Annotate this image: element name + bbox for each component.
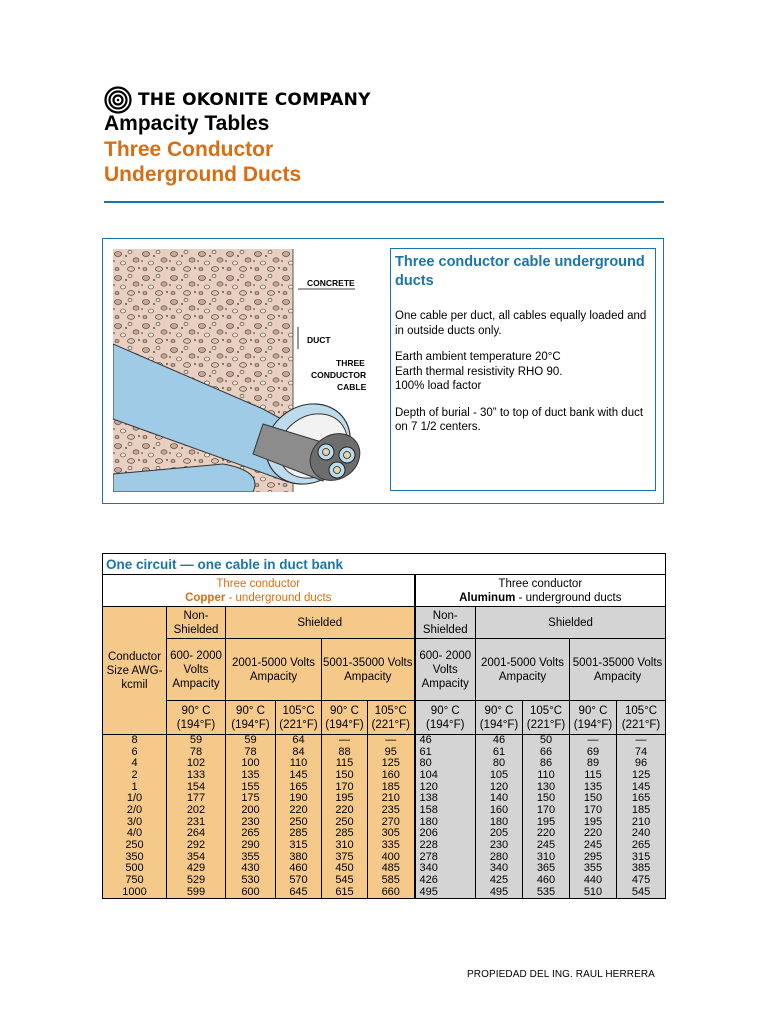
temp-f: (194°F) <box>573 718 613 731</box>
table-cell: 426 <box>419 873 438 886</box>
table-cell: 545 <box>631 885 651 898</box>
conductor-size-header: Conductor Size AWG- kcmil <box>103 607 167 735</box>
table-cell: 154 <box>186 780 206 793</box>
table-cell: 495 <box>489 885 509 898</box>
temp-c: 90° C <box>484 704 514 717</box>
table-cell: 78 <box>244 745 257 758</box>
table-cell: 145 <box>289 768 308 781</box>
table-cell: 190 <box>289 792 308 805</box>
table-cell: 80 <box>492 757 506 770</box>
cu-temp-col-3 <box>276 701 322 735</box>
col-al-3 <box>570 735 617 899</box>
table-cell: 265 <box>631 838 651 851</box>
al-temp-col-1 <box>415 701 476 735</box>
table-cell: 485 <box>381 862 400 875</box>
table-cell: 510 <box>583 885 603 898</box>
copper-group-header <box>103 575 415 607</box>
table-cell: 150 <box>583 792 603 805</box>
page-title: Ampacity Tables <box>104 112 270 135</box>
table-cell: 310 <box>536 850 556 863</box>
table-cell: 59 <box>189 734 203 746</box>
table-cell: 660 <box>381 885 400 898</box>
table-cell: 61 <box>419 745 432 758</box>
table-cell: 2/0 <box>126 803 143 816</box>
okonite-logo-icon <box>104 86 132 114</box>
table-cell: 88 <box>338 745 351 758</box>
table-cell: 285 <box>289 827 308 840</box>
table-cell: 250 <box>289 815 308 828</box>
table-cell: 570 <box>289 873 308 886</box>
table-cell: 210 <box>631 815 651 828</box>
table-cell: 500 <box>125 862 144 875</box>
table-cell: 220 <box>335 803 354 816</box>
ambient-temp: Earth ambient temperature 20°C <box>395 351 561 363</box>
table-cell: 105 <box>489 768 509 781</box>
table-cell: 228 <box>419 838 438 851</box>
temp-f: (194°F) <box>176 718 216 731</box>
table-cell: 4 <box>131 757 138 770</box>
aluminum-line-1: Three conductor <box>498 577 583 590</box>
temp-f: (194°F) <box>479 718 519 731</box>
data-block <box>103 735 666 899</box>
description-panel <box>390 248 656 491</box>
cu-temp-col-4 <box>322 701 368 735</box>
col-cu-0 <box>167 735 226 899</box>
table-cell: 475 <box>631 873 651 886</box>
thermal-resistivity: Earth thermal resistivity RHO 90. <box>395 365 563 378</box>
label-duct: DUCT <box>307 335 331 345</box>
table-cell: 295 <box>583 850 603 863</box>
temp-c: 90° C <box>236 704 265 717</box>
page-subtitle-2: Underground Ducts <box>104 163 302 186</box>
table-cell: 245 <box>583 838 603 851</box>
table-cell: 110 <box>537 768 555 781</box>
table-cell: 750 <box>125 873 144 886</box>
aluminum-group-header <box>415 575 666 607</box>
table-cell: 185 <box>381 780 400 793</box>
table-cell: 89 <box>586 757 600 770</box>
table-cell: 615 <box>335 885 354 898</box>
table-cell: 74 <box>634 745 648 758</box>
table-cell: 195 <box>583 815 603 828</box>
cu-600-2000-header: 600- 2000 Volts Ampacity <box>167 639 226 701</box>
table-cell: 138 <box>419 792 438 805</box>
copper-label: Copper <box>185 591 226 604</box>
aluminum-label: Aluminum <box>459 591 516 604</box>
table-cell: 315 <box>289 838 308 851</box>
panel-para-1: One cable per duct, all cables equally loaded and in outside ducts only. <box>395 310 647 337</box>
table-cell: 3/0 <box>126 815 143 828</box>
aluminum-line-2 <box>416 591 666 605</box>
table-cell: 100 <box>241 757 260 770</box>
al-temp-col-3 <box>523 701 570 735</box>
col-al-1 <box>476 735 523 899</box>
table-cell: 205 <box>489 827 509 840</box>
table-cell: 530 <box>241 873 260 886</box>
table-cell: 46 <box>492 734 506 746</box>
table-cell: 220 <box>289 803 308 816</box>
col-al-4 <box>617 735 666 899</box>
temp-f: (221°F) <box>371 718 410 731</box>
table-cell: 78 <box>189 745 203 758</box>
table-cell: 130 <box>536 780 556 793</box>
table-cell: 350 <box>125 850 144 863</box>
table-cell: 430 <box>241 862 260 875</box>
table-cell: 355 <box>241 850 260 863</box>
col-al-0 <box>415 735 476 899</box>
table-cell: 285 <box>335 827 354 840</box>
table-cell: 250 <box>125 838 144 851</box>
table-cell: 315 <box>631 850 651 863</box>
temp-c: 90° C <box>430 704 460 717</box>
table-cell: 69 <box>586 745 600 758</box>
table-cell: 375 <box>335 850 354 863</box>
table-cell: 96 <box>634 757 648 770</box>
aluminum-suffix: - underground ducts <box>515 591 622 604</box>
table-cell: 46 <box>419 734 432 746</box>
cu-temp-col-1 <box>167 701 226 735</box>
company-name: THE OKONITE COMPANY <box>138 90 371 110</box>
table-cell: 200 <box>241 803 260 816</box>
panel-para-2 <box>395 350 651 394</box>
table-cell: 102 <box>186 757 206 770</box>
table-cell: 460 <box>289 862 308 875</box>
table-cell: 165 <box>631 792 651 805</box>
table-cell: 230 <box>241 815 260 828</box>
al-2001-5000-header: 2001-5000 Volts Ampacity <box>476 639 570 701</box>
table-cell: 115 <box>584 768 602 781</box>
table-cell: 180 <box>489 815 509 828</box>
temp-c: 90° C <box>578 704 608 717</box>
label-concrete: CONCRETE <box>307 278 355 288</box>
col-size <box>103 735 167 899</box>
table-cell: 600 <box>241 885 260 898</box>
table-cell: 165 <box>289 780 308 793</box>
table-cell: 529 <box>186 873 206 886</box>
table-cell: 64 <box>292 734 305 746</box>
table-cell: 160 <box>381 768 400 781</box>
temp-c: 105°C <box>529 704 563 717</box>
table-cell: 335 <box>381 838 400 851</box>
cu-temp-col-2 <box>226 701 276 735</box>
table-cell: 180 <box>419 815 438 828</box>
cu-temp-col-5 <box>368 701 415 735</box>
table-cell: 150 <box>335 768 354 781</box>
table-cell: 104 <box>419 768 438 781</box>
table-cell: 340 <box>419 862 438 875</box>
table-cell: 599 <box>186 885 206 898</box>
temp-c: 105°C <box>282 704 315 717</box>
circuit-heading: One circuit — one cable in duct bank <box>103 554 666 575</box>
table-cell: 245 <box>536 838 556 851</box>
temp-c: 105°C <box>625 704 658 717</box>
panel-para-3: Depth of burial - 30” to top of duct bank with duct on 7 1/2 centers. <box>395 406 644 433</box>
table-cell: 495 <box>419 885 438 898</box>
table-cell: 365 <box>536 862 556 875</box>
temp-c: 105°C <box>374 704 407 717</box>
table-cell: 1 <box>131 780 138 793</box>
table-cell: — <box>587 734 599 746</box>
table-cell: 450 <box>335 862 354 875</box>
table-cell: 202 <box>186 803 206 816</box>
figure-box <box>102 238 664 504</box>
table-cell: 385 <box>631 862 651 875</box>
temp-c: 90° C <box>330 704 359 717</box>
table-cell: 8 <box>131 734 138 746</box>
temp-f: (194°F) <box>325 718 364 731</box>
ampacity-table <box>102 553 666 899</box>
cu-non-shielded-header: Non- Shielded <box>167 607 226 639</box>
table-cell: 59 <box>244 734 257 746</box>
temp-f: (194°F) <box>231 718 270 731</box>
table-cell: 195 <box>335 792 354 805</box>
table-cell: 310 <box>335 838 354 851</box>
table-cell: 86 <box>539 757 553 770</box>
table-cell: 425 <box>489 873 509 886</box>
table-cell: — <box>385 734 397 746</box>
footer-note: PROPIEDAD DEL ING. RAUL HERRERA <box>467 969 655 980</box>
table-cell: 80 <box>419 757 432 770</box>
al-5001-35000-header: 5001-35000 Volts Ampacity <box>570 639 666 701</box>
table-cell: 50 <box>539 734 553 746</box>
table-cell: 120 <box>419 780 438 793</box>
table-cell: 400 <box>381 850 400 863</box>
table-cell: 354 <box>186 850 206 863</box>
col-cu-4 <box>368 735 415 899</box>
table-cell: 290 <box>241 838 260 851</box>
table-cell: 220 <box>536 827 556 840</box>
table-cell: 110 <box>289 757 308 770</box>
table-cell: 175 <box>241 792 260 805</box>
table-cell: 195 <box>536 815 556 828</box>
table-cell: 115 <box>335 757 354 770</box>
table-cell: 230 <box>489 838 509 851</box>
duct-bank-illustration <box>113 249 389 492</box>
table-cell: 61 <box>492 745 506 758</box>
table-cell: 206 <box>419 827 438 840</box>
table-cell: 292 <box>186 838 206 851</box>
table-cell: 380 <box>289 850 308 863</box>
table-cell: — <box>339 734 350 746</box>
table-cell: 158 <box>419 803 438 816</box>
al-shielded-header: Shielded <box>476 607 666 639</box>
table-cell: 278 <box>419 850 438 863</box>
table-cell: 4/0 <box>126 827 143 840</box>
table-cell: 355 <box>583 862 603 875</box>
company-logo <box>104 86 464 114</box>
table-cell: 155 <box>241 780 260 793</box>
table-cell: 250 <box>335 815 354 828</box>
col-cu-2 <box>276 735 322 899</box>
table-cell: 280 <box>489 850 509 863</box>
copper-suffix: - underground ducts <box>225 591 332 604</box>
table-cell: 235 <box>381 803 400 816</box>
temp-f: (194°F) <box>426 718 465 731</box>
label-cable-3: CABLE <box>337 382 367 392</box>
col-cu-1 <box>226 735 276 899</box>
table-cell: 120 <box>489 780 509 793</box>
table-cell: 1000 <box>122 885 147 898</box>
label-cable-1: THREE <box>336 358 365 368</box>
table-cell: 305 <box>381 827 400 840</box>
table-cell: 585 <box>381 873 400 886</box>
table-cell: 220 <box>583 827 603 840</box>
page-subtitle-1: Three Conductor <box>104 138 274 161</box>
table-cell: 135 <box>241 768 260 781</box>
table-cell: 2 <box>131 768 138 781</box>
table-cell: 170 <box>536 803 556 816</box>
table-cell: 340 <box>489 862 509 875</box>
table-cell: — <box>635 734 647 746</box>
table-cell: 545 <box>335 873 354 886</box>
label-cable-2: CONDUCTOR <box>311 370 367 380</box>
table-cell: 177 <box>186 792 206 805</box>
table-cell: 440 <box>583 873 603 886</box>
cu-2001-5000-header: 2001-5000 Volts Ampacity <box>226 639 322 701</box>
panel-title: Three conductor cable underground ducts <box>395 254 645 289</box>
table-cell: 170 <box>335 780 354 793</box>
col-cu-3 <box>322 735 368 899</box>
table-cell: 231 <box>186 815 206 828</box>
temp-f: (221°F) <box>526 718 566 731</box>
cu-shielded-header: Shielded <box>226 607 415 639</box>
table-cell: 150 <box>536 792 556 805</box>
table-cell: 1/0 <box>126 792 143 805</box>
al-non-shielded-header: Non- Shielded <box>415 607 476 639</box>
table-cell: 95 <box>384 745 397 758</box>
load-factor: 100% load factor <box>395 380 482 392</box>
col-al-2 <box>523 735 570 899</box>
table-cell: 210 <box>381 792 400 805</box>
al-temp-col-4 <box>570 701 617 735</box>
temp-f: (221°F) <box>279 718 318 731</box>
copper-line-1: Three conductor <box>216 577 301 590</box>
ampacity-table-wrapper <box>102 553 665 899</box>
table-cell: 135 <box>583 780 603 793</box>
table-cell: 160 <box>489 803 509 816</box>
header-divider <box>104 201 664 203</box>
table-cell: 133 <box>186 768 206 781</box>
table-cell: 265 <box>241 827 260 840</box>
table-cell: 66 <box>539 745 553 758</box>
temp-c: 90° C <box>181 704 211 717</box>
table-cell: 145 <box>631 780 651 793</box>
table-cell: 140 <box>489 792 509 805</box>
table-cell: 429 <box>186 862 206 875</box>
copper-line-2 <box>103 591 414 605</box>
table-cell: 270 <box>381 815 400 828</box>
table-cell: 240 <box>631 827 651 840</box>
al-temp-col-2 <box>476 701 523 735</box>
table-cell: 185 <box>631 803 651 816</box>
table-cell: 645 <box>289 885 308 898</box>
table-cell: 170 <box>583 803 603 816</box>
cu-5001-35000-header: 5001-35000 Volts Ampacity <box>322 639 415 701</box>
table-cell: 264 <box>186 827 206 840</box>
table-cell: 125 <box>631 768 651 781</box>
al-temp-col-5 <box>617 701 666 735</box>
temp-f: (221°F) <box>621 718 661 731</box>
table-cell: 125 <box>381 757 400 770</box>
table-cell: 6 <box>131 745 138 758</box>
table-cell: 535 <box>536 885 556 898</box>
table-cell: 460 <box>536 873 556 886</box>
table-cell: 84 <box>292 745 305 758</box>
al-600-2000-header: 600- 2000 Volts Ampacity <box>415 639 476 701</box>
